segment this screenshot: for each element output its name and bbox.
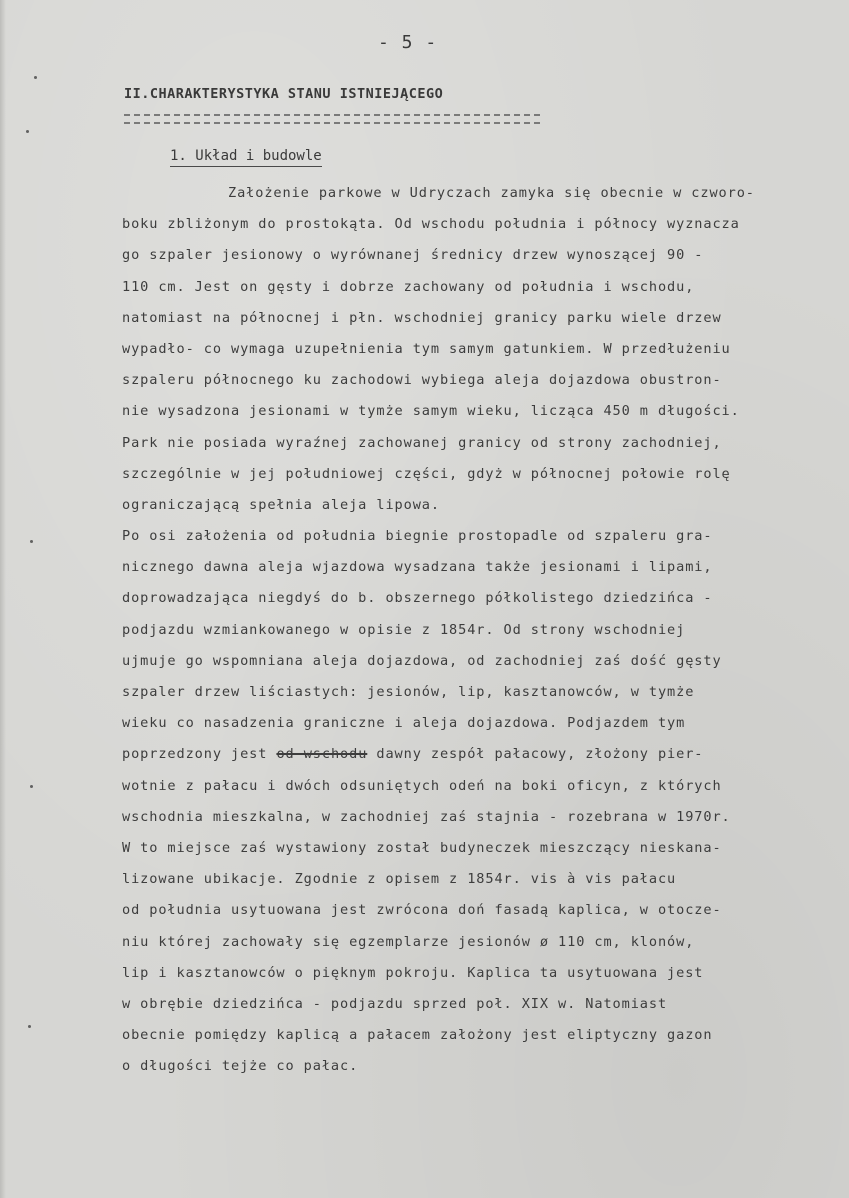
margin-mark — [30, 785, 33, 788]
margin-mark — [28, 1025, 31, 1028]
text-line: boku zbliżonym do prostokąta. Od wschodu południa i północy wyznacza — [122, 216, 740, 233]
text-line: 110 cm. Jest on gęsty i dobrze zachowany od południa i wschodu, — [122, 278, 695, 295]
text-line: szpaler drzew liściastych: jesionów, lip, kasztanowców, w tymże — [122, 684, 695, 700]
text-line: W to miejsce zaś wystawiony został budyneczek mieszczący nieskana- — [122, 839, 722, 856]
text-line: niu której zachowały się egzemplarze jesionów ø 110 cm, klonów, — [122, 933, 695, 950]
text-line: szczególnie w jej południowej części, gdyż w północnej połowie rolę — [122, 465, 731, 482]
text-line: wotnie z pałacu i dwóch odsuniętych odeń na boki oficyn, z których — [122, 777, 722, 794]
text-line: wschodnia mieszkalna, w zachodniej zaś stajnia - rozebrana w 1970r. — [122, 808, 731, 825]
text-line: szpaleru północnego ku zachodowi wybiega aleja dojazdowa obustron- — [122, 372, 722, 389]
text-line: doprowadzająca niegdyś do b. obszernego półkolistego dziedzińca - — [122, 590, 713, 607]
margin-mark — [30, 540, 33, 543]
text-line: go szpaler jesionowy o wyrównanej średnicy drzew wynoszącej 90 - — [122, 247, 704, 264]
text-segment: poprzedzony jest — [122, 746, 277, 763]
text-line: Park nie posiada wyraźnej zachowanej granicy od strony zachodniej, — [122, 434, 722, 451]
text-line: Założenie parkowe w Udryczach zamyka się obecnie w czworo- — [228, 185, 755, 201]
section-heading: II.CHARAKTERYSTYKA STANU ISTNIEJĄCEGO — [124, 86, 444, 102]
text-line-with-strikethrough — [122, 739, 842, 770]
text-line: Po osi założenia od południa biegnie prostopadle od szpaleru gra- — [122, 528, 713, 545]
text-line: natomiast na północnej i płn. wschodniej granicy parku wiele drzew — [122, 309, 722, 326]
text-line: ograniczającą spełnia aleja lipowa. — [122, 496, 440, 513]
text-line: podjazdu wzmiankowanego w opisie z 1854r. Od strony wschodniej — [122, 621, 686, 638]
subsection-heading: 1. Układ i budowle — [170, 148, 322, 167]
text-line: nie wysadzona jesionami w tymże samym wieku, licząca 450 m długości. — [122, 403, 740, 420]
text-line: wieku co nasadzenia graniczne i aleja dojazdowa. Podjazdem tym — [122, 715, 686, 732]
page-number: - 5 - — [378, 32, 438, 53]
text-line: wypadło- co wymaga uzupełnienia tym samym gatunkiem. W przedłużeniu — [122, 340, 731, 357]
text-line: nicznego dawna aleja wjazdowa wysadzana także jesionami i lipami, — [122, 559, 713, 576]
margin-mark — [34, 76, 37, 79]
text-line: od południa usytuowana jest zwrócona doń fasadą kaplica, w otocze- — [122, 902, 722, 919]
text-line: lizowane ubikacje. Zgodnie z opisem z 1854r. vis à vis pałacu — [122, 871, 677, 888]
text-line: ujmuje go wspomniana aleja dojazdowa, od zachodniej zaś dość gęsty — [122, 652, 722, 669]
body-text — [122, 178, 842, 1082]
text-line: obecnie pomiędzy kaplicą a pałacem założony jest eliptyczny gazon — [122, 1027, 713, 1044]
text-line: lip i kasztanowców o pięknym pokroju. Kaplica ta usytuowana jest — [122, 964, 704, 981]
heading-double-underline — [124, 114, 540, 124]
text-line: o długości tejże co pałac. — [122, 1058, 359, 1075]
struck-text: od wschodu — [276, 746, 368, 763]
text-segment: dawny zespół pałacowy, złożony pier- — [367, 746, 704, 763]
text-line: w obrębie dziedzińca - podjazdu sprzed poł. XIX w. Natomiast — [122, 995, 668, 1012]
page-edge-shadow — [0, 0, 6, 1198]
margin-mark — [26, 130, 29, 133]
